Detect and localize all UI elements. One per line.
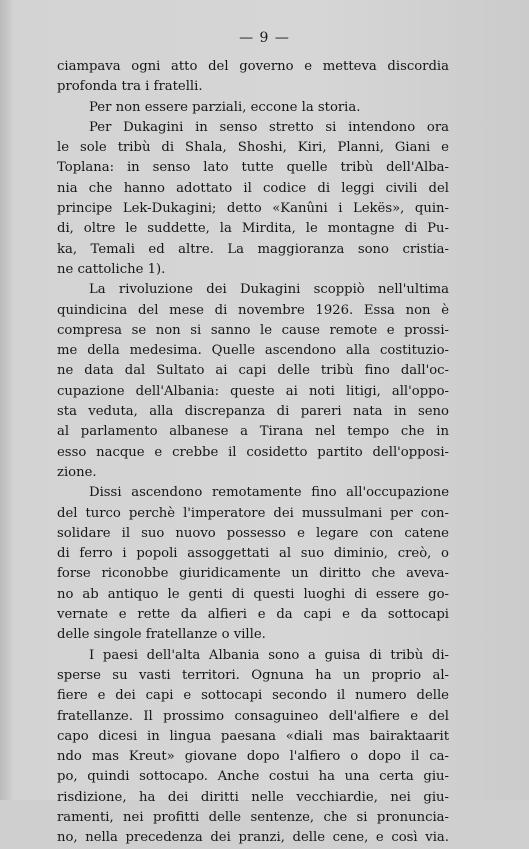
text-line: delle singole fratellanze o ville. bbox=[57, 627, 266, 643]
text-line: Per non essere parziali, eccone la storia. bbox=[89, 99, 361, 115]
text-line: po, quindi sottocapo. Anche costui ha una certa giu- bbox=[57, 769, 449, 785]
text-line: ne data dal Sultato ai capi delle tribù fino dall'oc- bbox=[57, 363, 449, 379]
text-line: solidare il suo nuovo possesso e legare con catene bbox=[57, 525, 449, 541]
text-line: profonda tra i fratelli. bbox=[57, 79, 203, 95]
text-line: di, oltre le suddette, la Mirdita, le montagne di Pu- bbox=[57, 221, 449, 237]
text-line: sta veduta, alla discrepanza di pareri nata in seno bbox=[57, 404, 449, 420]
text-line: quindicina del mese di novembre 1926. Essa non è bbox=[57, 302, 449, 318]
text-line: me della medesima. Quelle ascendono alla costituzio- bbox=[57, 343, 449, 359]
text-line: cupazione dell'Albania: queste ai noti litigi, all'oppo- bbox=[57, 383, 449, 399]
body-text bbox=[57, 57, 449, 849]
text-line: forse riconobbe giuridicamente un diritto che aveva- bbox=[57, 566, 449, 582]
text-line: risdizione, ha dei diritti nelle vecchiardie, nei giu- bbox=[57, 789, 449, 805]
text-line: principe Lek-Dukagini; detto «Kanûni i Lekës», quin- bbox=[57, 201, 449, 217]
text-line: ne cattoliche 1). bbox=[57, 261, 166, 277]
text-line: sperse su vasti territori. Ognuna ha un proprio al- bbox=[57, 667, 449, 683]
text-line: vernate e rette da alfieri e da capi e da sottocapi bbox=[57, 607, 449, 623]
page-number: — 9 — bbox=[239, 30, 290, 46]
text-line: fratellanze. Il prossimo consaguineo dell'alfiere e del bbox=[57, 708, 449, 724]
text-line: no ab antiquo le genti di questi luoghi di essere go- bbox=[57, 586, 449, 602]
text-line: ndo mas Kreut» giovane dopo l'alfiero o dopo il ca- bbox=[57, 749, 449, 765]
text-line: esso nacque e crebbe il cosidetto partito dell'opposi- bbox=[57, 444, 449, 460]
text-line: Dissi ascendono remotamente fino all'occupazione bbox=[89, 485, 449, 501]
text-line: del turco perchè l'imperatore dei mussulmani per con- bbox=[57, 505, 449, 521]
text-line: Per Dukagini in senso stretto si intendono ora bbox=[89, 119, 449, 135]
text-line: ramenti, nei profitti delle sentenze, che si pronuncia- bbox=[57, 809, 449, 825]
text-line: no, nella precedenza dei pranzi, delle cene, e così via. bbox=[57, 830, 449, 846]
text-line: le sole tribù di Shala, Shoshi, Kiri, Planni, Giani e bbox=[57, 140, 449, 156]
text-line: di ferro i popoli assoggettati al suo diminio, creò, o bbox=[57, 546, 449, 562]
text-line: nia che hanno adottato il codice di leggi civili del bbox=[57, 180, 449, 196]
text-line: capo dicesi in lingua paesana «diali mas bairaktaarit bbox=[57, 728, 449, 744]
text-line: compresa se non si sanno le cause remote e prossi- bbox=[57, 322, 449, 338]
text-line: fiere e dei capi e sottocapi secondo il numero delle bbox=[57, 688, 449, 704]
text-line: I paesi dell'alta Albania sono a guisa di tribù di- bbox=[89, 647, 449, 663]
text-line: Toplana: in senso lato tutte quelle tribù dell'Alba- bbox=[57, 160, 449, 176]
text-line: al parlamento albanese a Tirana nel tempo che in bbox=[57, 424, 449, 440]
text-line: ciampava ogni atto del governo e metteva discordia bbox=[57, 59, 449, 74]
text-line: ka, Temali ed altre. La maggioranza sono cristia- bbox=[57, 241, 449, 257]
text-line: zione. bbox=[57, 464, 97, 480]
text-line: La rivoluzione dei Dukagini scoppiò nell'ultima bbox=[89, 282, 449, 298]
